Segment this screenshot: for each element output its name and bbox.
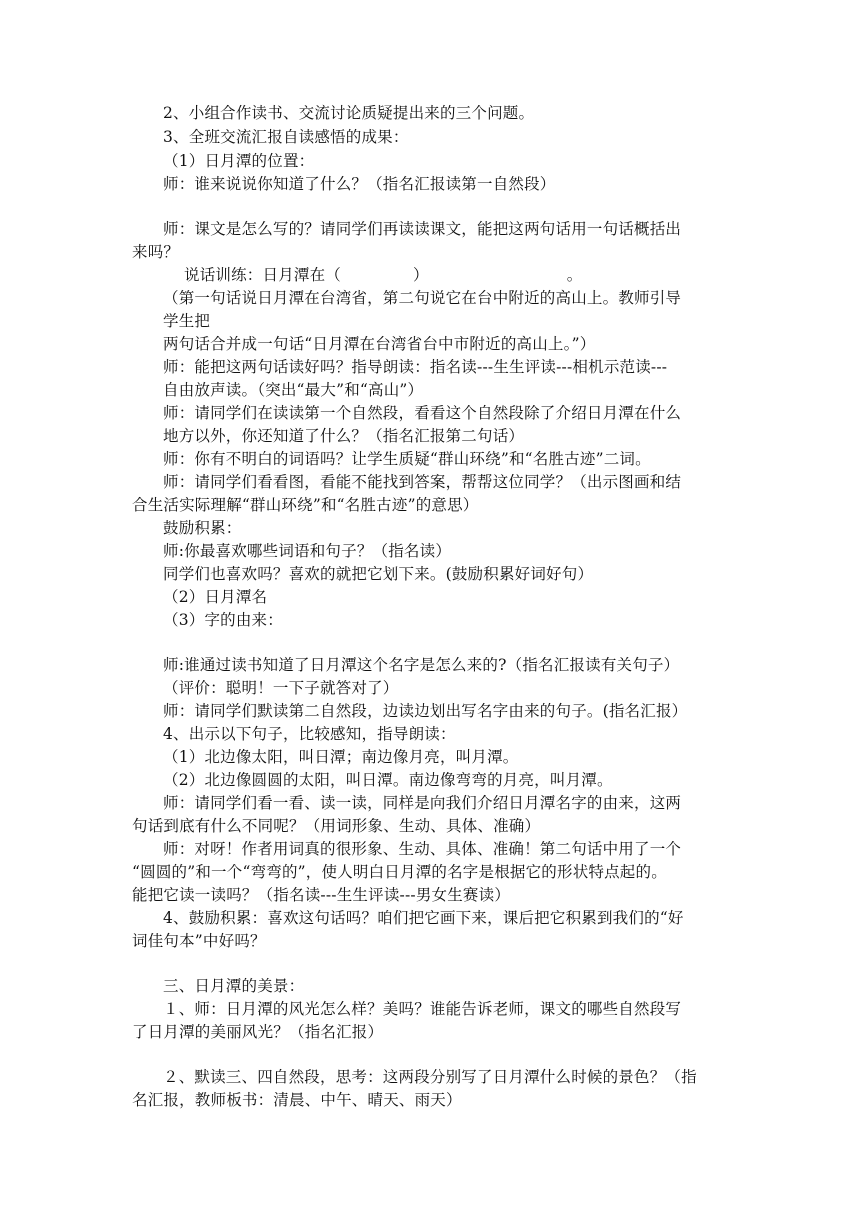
- text-line: 师：请同学们看看图，看能不能找到答案，帮帮这位同学？（出示图画和结: [163, 473, 682, 491]
- text-line: 鼓励积累：: [163, 519, 242, 537]
- text-line: 能把它读一读吗？（指名读---生生评读---男女生赛读）: [132, 886, 511, 904]
- text-line: ２、默读三、四自然段，思考：这两段分别写了日月潭什么时候的景色？（指: [163, 1068, 697, 1086]
- text-line: 师:谁通过读书知道了日月潭这个名字是怎么来的?（指名汇报读有关句子）: [163, 656, 680, 674]
- exercise-period: 。: [566, 266, 583, 284]
- text-line: 句话到底有什么不同呢？（用词形象、生动、具体、准确）: [132, 817, 541, 835]
- text-line: “圆圆的”和一个“弯弯的”，使人明白日月潭的名字是根据它的形状特点起的。: [132, 863, 667, 881]
- text-line: 4、出示以下句子，比较感知，指导朗读：: [163, 725, 456, 743]
- text-line: 师：请同学们在读读第一个自然段，看看这个自然段除了介绍日月潭在什么: [163, 404, 682, 422]
- text-line: 两句话合并成一句话“日月潭在台湾省台中市附近的高山上。”）: [163, 335, 596, 353]
- exercise-close-paren: ）: [413, 266, 429, 284]
- text-line: （2）北边像圆圆的太阳，叫日潭。南边像弯弯的月亮，叫月潭。: [163, 771, 613, 789]
- text-line: 师：课文是怎么写的？请同学们再读读课文，能把这两句话用一句话概括出: [163, 220, 682, 238]
- text-line: 师：谁来说说你知道了什么？（指名汇报读第一自然段）: [163, 175, 556, 193]
- text-line: 来吗？: [132, 243, 180, 261]
- text-line: （1）日月潭的位置：: [163, 152, 315, 170]
- speaking-exercise-line: [184, 264, 582, 286]
- text-line: 同学们也喜欢吗？喜欢的就把它划下来。(鼓励积累好词好句）: [163, 565, 594, 583]
- text-line: （第一句话说日月潭在台湾省，第二句说它在台中附近的高山上。教师引导: [163, 289, 682, 307]
- text-line: 师：请同学们默读第二自然段，边读边划出写名字由来的句子。(指名汇报）: [163, 702, 688, 720]
- text-line: （评价：聪明！一下子就答对了）: [163, 679, 399, 697]
- section-heading: 三、日月潭的美景：: [163, 977, 305, 995]
- text-line: 地方以外，你还知道了什么？（指名汇报第二句话）: [163, 427, 525, 445]
- text-line: 师：能把这两句话读好吗？指导朗读：指名读---生生评读---相机示范读---: [163, 358, 668, 376]
- text-line: 合生活实际理解“群山环绕”和“名胜古迹”的意思）: [132, 496, 479, 514]
- text-line: 师：请同学们看一看、读一读，同样是向我们介绍日月潭名字的由来，这两: [163, 794, 682, 812]
- text-line: 4、鼓励积累：喜欢这句话吗？咱们把它画下来，课后把它积累到我们的“好: [163, 909, 684, 927]
- text-line: 师：你有不明白的词语吗？让学生质疑“群山环绕”和“名胜古迹”二词。: [163, 450, 651, 468]
- text-line: 师:你最喜欢哪些词语和句子？（指名读）: [163, 542, 452, 560]
- text-line: 3、全班交流汇报自读感悟的成果：: [163, 128, 409, 146]
- text-line: （3）字的由来：: [163, 611, 283, 629]
- text-line: 2、小组合作读书、交流讨论质疑提出来的三个问题。: [163, 104, 535, 122]
- text-line: 师：对呀！作者用词真的很形象、生动、具体、准确！第二句话中用了一个: [163, 840, 682, 858]
- text-line: 自由放声读。（突出“最大”和“高山”）: [163, 381, 424, 399]
- text-line: （2）日月潭名: [163, 588, 268, 606]
- text-line: （1）北边像太阳，叫日潭；南边像月亮，叫月潭。: [163, 748, 519, 766]
- exercise-prompt: 说话训练：日月潭在（: [184, 266, 342, 284]
- text-line: 了日月潭的美丽风光？（指名汇报）: [132, 1023, 384, 1041]
- text-line: 学生把: [163, 312, 211, 330]
- text-line: 词佳句本”中好吗？: [132, 932, 266, 950]
- text-line: １、师：日月潭的风光怎么样？美吗？谁能告诉老师，课文的哪些自然段写: [163, 1000, 682, 1018]
- text-line: 名汇报，教师板书：清晨、中午、晴天、雨天）: [132, 1091, 462, 1109]
